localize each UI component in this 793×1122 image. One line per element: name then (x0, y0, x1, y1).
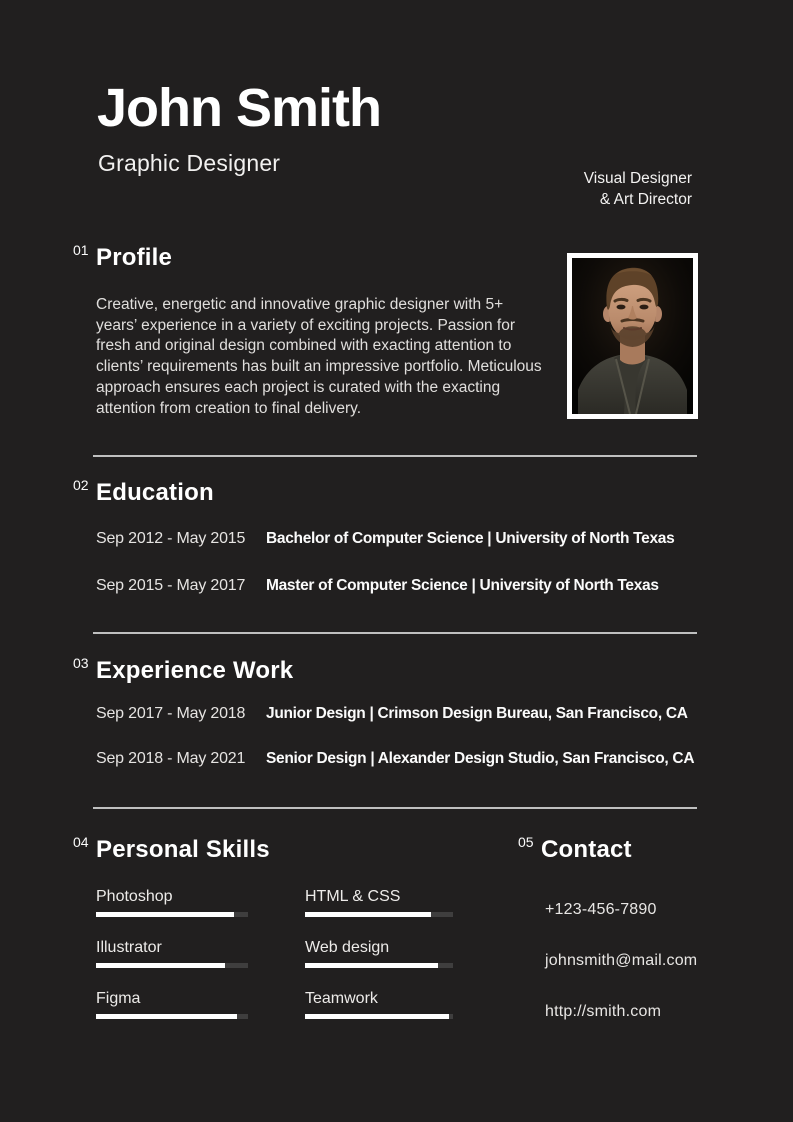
experience-detail: Junior Design | Crimson Design Bureau, San Francisco, CA (266, 705, 688, 722)
divider (93, 632, 697, 634)
section-number: 04 (73, 834, 89, 850)
skill-bar-fill (305, 963, 438, 968)
section-title: Education (96, 479, 214, 506)
skill-bar-track (96, 912, 248, 917)
education-dates: Sep 2012 - May 2015 (96, 530, 246, 547)
skill-item (96, 939, 248, 968)
experience-heading (73, 656, 793, 686)
skill-item (96, 888, 248, 917)
skill-label: Figma (96, 990, 141, 1007)
profile-text: Creative, energetic and innovative graphic designer with 5+ years’ experience in a variety of exciting projects. Passion for fresh and original design combined with exacting attention to clients’ requirements has built an impressive portfolio. Meticulous approach ensures each project is curated with the exacting attention from creation to final delivery. (96, 296, 542, 417)
skill-bar-track (96, 963, 248, 968)
skill-label: Teamwork (305, 990, 378, 1007)
tagline-line1: Visual Designer (583, 170, 692, 187)
section-number: 01 (73, 242, 89, 258)
section-skills (73, 835, 463, 1019)
section-number: 05 (518, 834, 534, 850)
job-title: Graphic Designer (98, 150, 281, 176)
experience-item (96, 705, 793, 723)
section-contact (518, 835, 758, 1054)
skill-bar-track (96, 1014, 248, 1019)
divider (93, 807, 697, 809)
skill-label: Photoshop (96, 888, 173, 905)
portrait-illustration (572, 258, 693, 414)
person-name: John Smith (97, 78, 381, 138)
contact-website: http://smith.com (545, 1003, 662, 1020)
education-item (96, 530, 773, 548)
skill-label: Illustrator (96, 939, 162, 956)
skill-label: HTML & CSS (305, 888, 401, 905)
skill-bar-fill (305, 1014, 449, 1019)
experience-dates: Sep 2017 - May 2018 (96, 705, 246, 722)
experience-item (96, 750, 793, 768)
skill-item (305, 990, 453, 1019)
section-title: Experience Work (96, 657, 294, 684)
contact-heading (518, 835, 758, 865)
experience-detail: Senior Design | Alexander Design Studio, San Francisco, CA (266, 750, 695, 767)
education-detail: Master of Computer Science | University of North Texas (266, 577, 659, 594)
skill-item (305, 888, 453, 917)
experience-dates: Sep 2018 - May 2021 (96, 750, 246, 767)
education-dates: Sep 2015 - May 2017 (96, 577, 246, 594)
skill-bar-track (305, 1014, 453, 1019)
section-number: 03 (73, 655, 89, 671)
skill-item (96, 990, 248, 1019)
section-profile (73, 243, 553, 419)
section-title: Profile (96, 244, 173, 271)
skill-bar-track (305, 963, 453, 968)
skill-bar-fill (96, 1014, 237, 1019)
skill-label: Web design (305, 939, 390, 956)
profile-heading (73, 243, 553, 273)
skill-bar-fill (96, 963, 225, 968)
section-education (73, 478, 773, 624)
profile-photo (567, 253, 698, 419)
skills-heading (73, 835, 463, 865)
skill-bar-track (305, 912, 453, 917)
contact-phone: +123-456-7890 (545, 901, 657, 918)
contact-email: johnsmith@mail.com (545, 952, 698, 969)
section-title: Contact (541, 836, 632, 863)
education-heading (73, 478, 773, 508)
skill-bar-fill (96, 912, 234, 917)
section-title: Personal Skills (96, 836, 270, 863)
skill-bar-fill (305, 912, 431, 917)
tagline-line2: & Art Director (599, 191, 692, 208)
tagline (584, 168, 692, 210)
skill-item (305, 939, 453, 968)
divider (93, 455, 697, 457)
education-detail: Bachelor of Computer Science | University of North Texas (266, 530, 675, 547)
section-experience (73, 656, 793, 797)
education-item (96, 577, 773, 595)
section-number: 02 (73, 477, 89, 493)
